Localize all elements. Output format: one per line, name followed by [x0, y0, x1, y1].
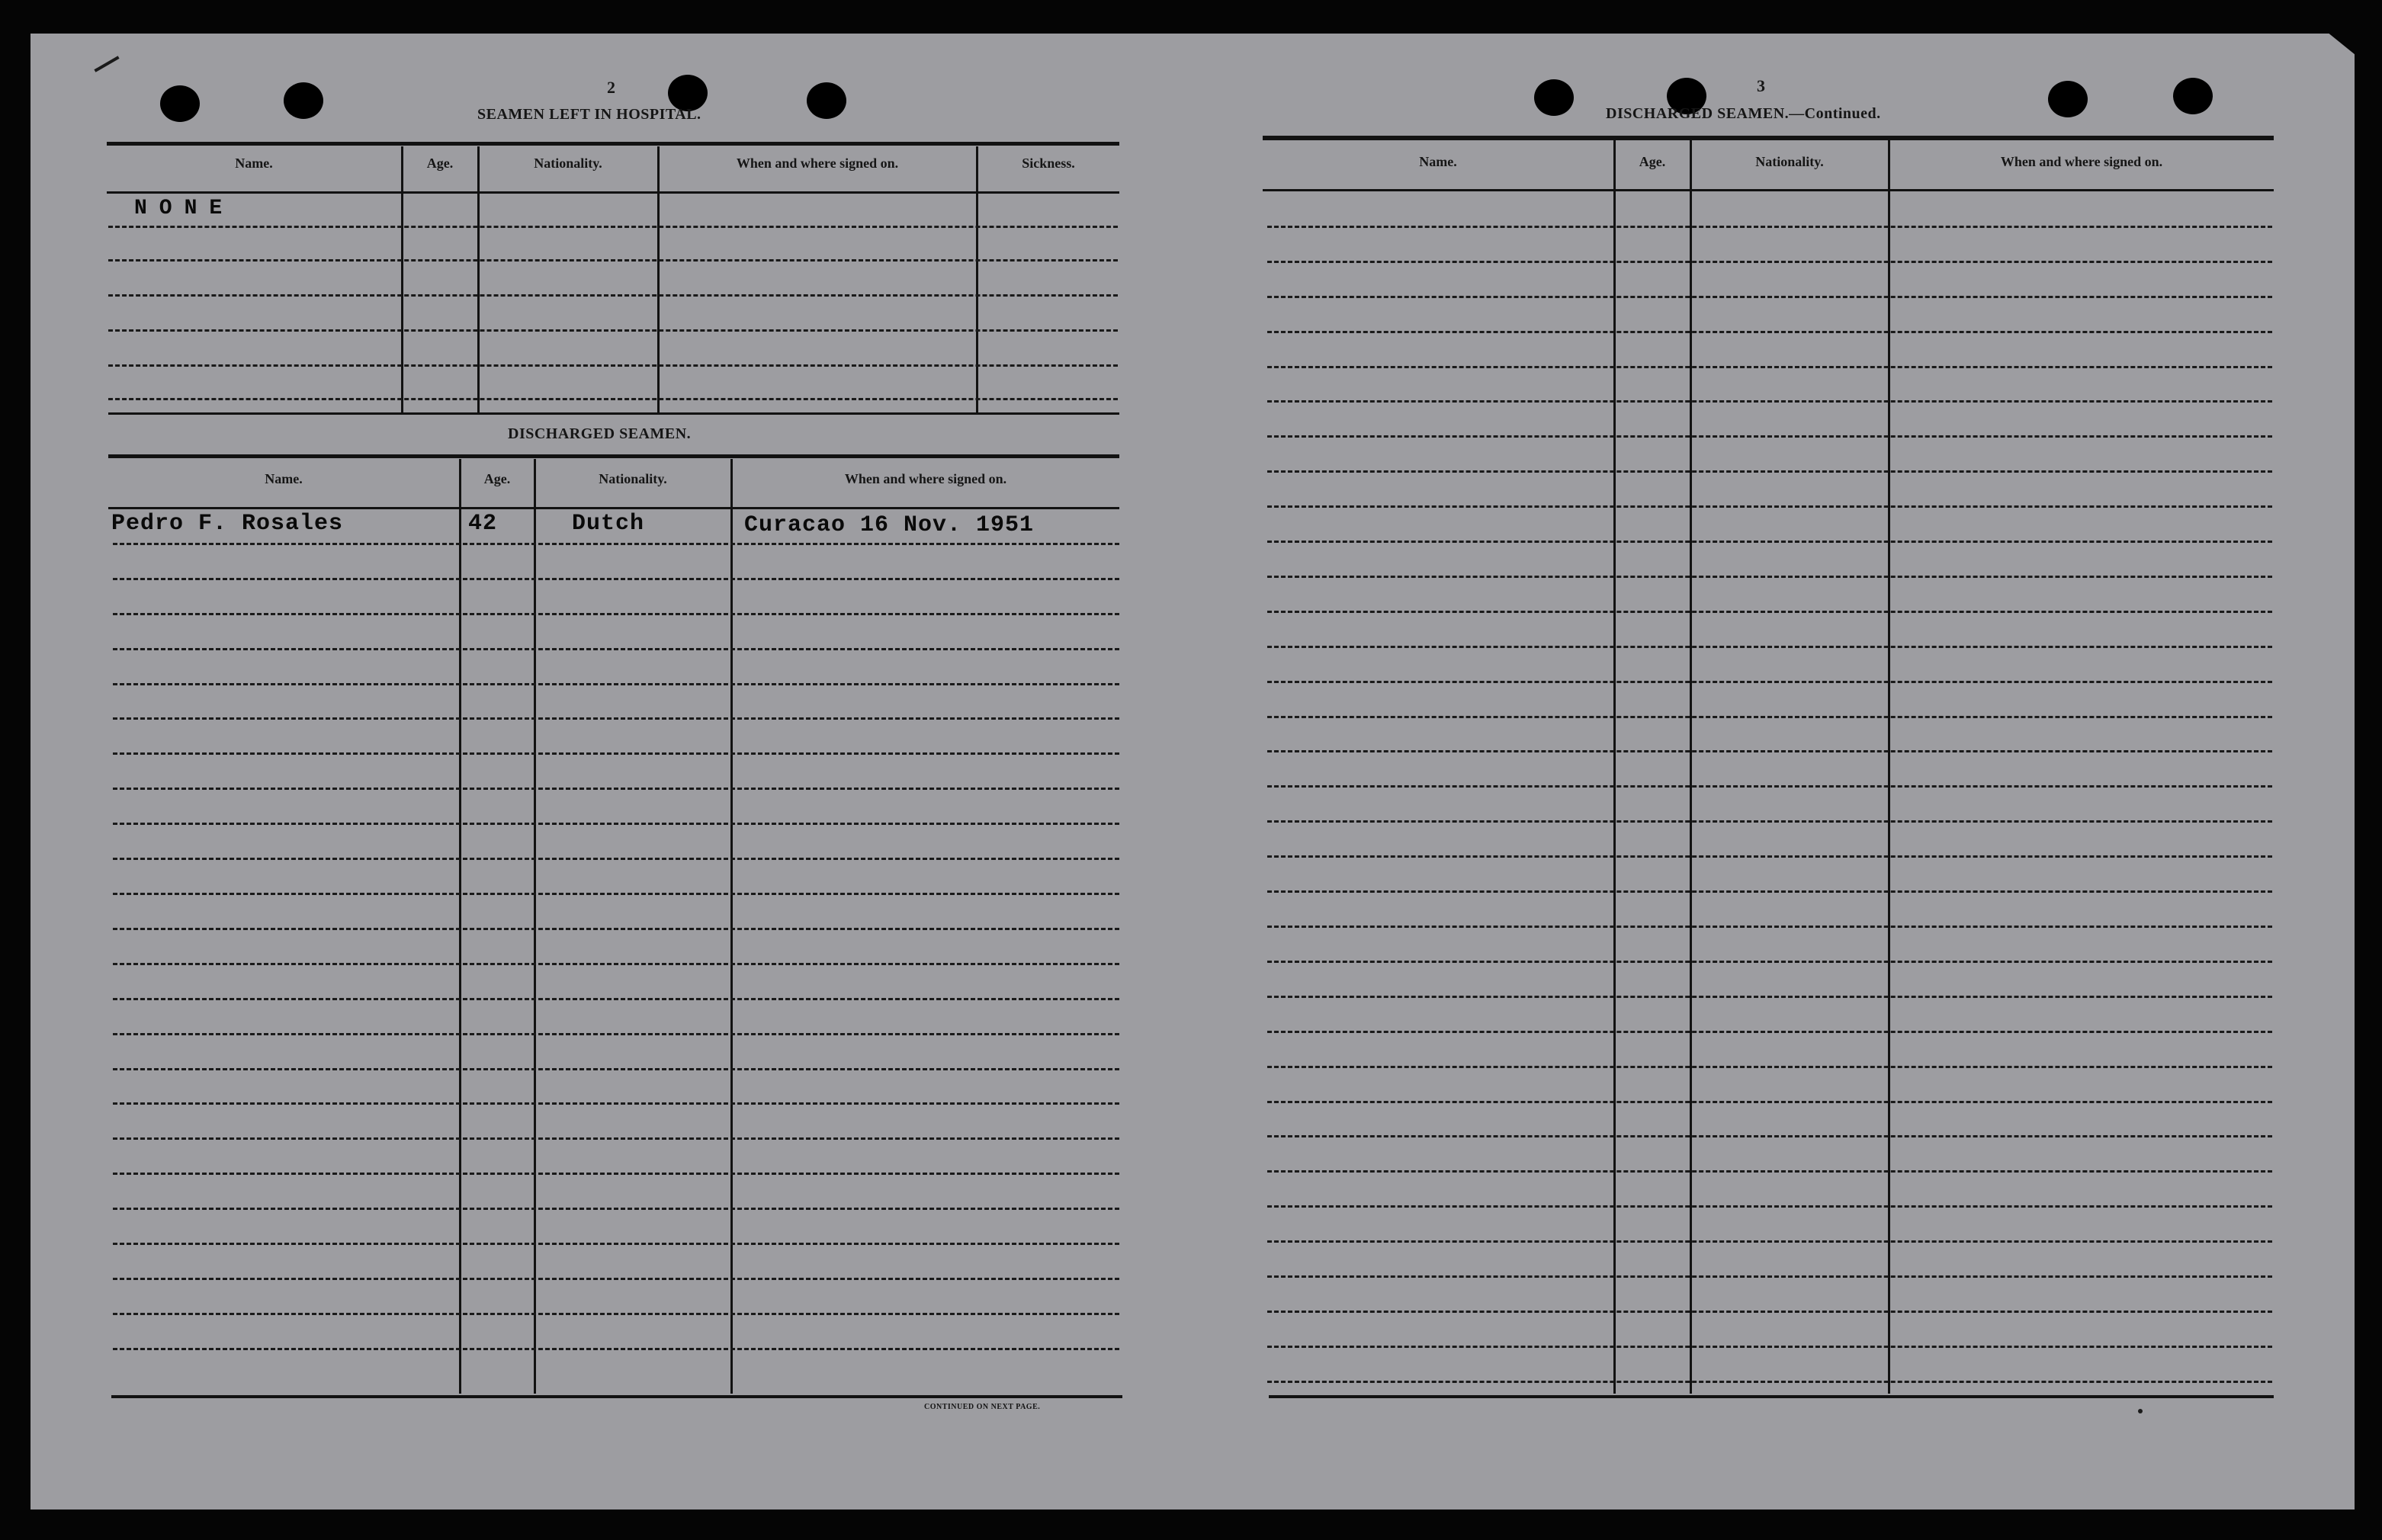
form-row-line	[1267, 1346, 2272, 1348]
punch-hole	[1534, 79, 1574, 116]
form-row-line	[113, 683, 1119, 685]
form-row-line	[113, 998, 1119, 1000]
form-row-line	[1267, 681, 2272, 683]
form-row-line	[113, 893, 1119, 895]
form-row-line	[1267, 716, 2272, 718]
form-row-line	[1267, 996, 2272, 998]
punch-hole	[2173, 78, 2213, 114]
form-row-line	[113, 963, 1119, 965]
seaman-name: Pedro F. Rosales	[111, 511, 344, 537]
hospital-row-line	[108, 364, 1118, 367]
form-row-line	[1267, 470, 2272, 473]
form-row-line	[113, 1278, 1119, 1280]
form-row-line	[1267, 785, 2272, 788]
form-row-line	[1267, 1311, 2272, 1313]
form-row-line	[1267, 961, 2272, 963]
stray-mark	[2138, 1409, 2143, 1413]
right-header-signed-on: When and where signed on.	[2000, 154, 2163, 169]
hospital-header-name: Name.	[235, 156, 273, 171]
form-row-line	[1267, 541, 2272, 543]
hospital-top-rule	[107, 142, 1119, 146]
discharged-continued-title: DISCHARGED SEAMEN.—Continued.	[1606, 105, 1881, 122]
form-row-line	[1267, 855, 2272, 858]
form-row-line	[1267, 1381, 2272, 1383]
discharged-top-rule	[108, 454, 1119, 458]
form-row-line	[113, 928, 1119, 930]
discharged-col-divider	[730, 459, 733, 1394]
form-row-line	[113, 1137, 1119, 1140]
right-header-age: Age.	[1639, 154, 1666, 169]
continued-note: CONTINUED ON NEXT PAGE.	[924, 1403, 1041, 1411]
discharged-header-rule	[108, 507, 1119, 509]
form-row-line	[1267, 890, 2272, 893]
hospital-row-line	[108, 294, 1118, 297]
form-row-line	[1267, 611, 2272, 613]
hospital-col-divider	[401, 146, 403, 413]
form-row-line	[113, 648, 1119, 650]
form-row-line	[113, 858, 1119, 860]
form-row-line	[113, 1033, 1119, 1035]
hospital-row-line	[108, 226, 1118, 228]
seaman-signed-on: Curacao 16 Nov. 1951	[744, 512, 1035, 538]
form-row-line	[1267, 366, 2272, 368]
form-row-line	[1267, 331, 2272, 333]
form-row-line	[1267, 505, 2272, 508]
form-row-line	[1267, 1031, 2272, 1033]
form-row-line	[1267, 1240, 2272, 1243]
page-number-left: 2	[607, 78, 615, 97]
seaman-age: 42	[468, 511, 498, 537]
hospital-bottom-rule	[108, 412, 1119, 415]
discharged-header-name: Name.	[265, 471, 303, 486]
hospital-header-signed-on: When and where signed on.	[736, 156, 899, 171]
form-row-line	[113, 543, 1119, 545]
form-row-line	[1267, 296, 2272, 298]
punch-hole	[807, 82, 846, 119]
hospital-entry-none: NONE	[134, 197, 235, 220]
form-row-line	[113, 1348, 1119, 1350]
discharged-col-divider	[534, 459, 536, 1394]
form-row-line	[1267, 1101, 2272, 1103]
form-row-line	[113, 788, 1119, 790]
right-header-name: Name.	[1419, 154, 1457, 169]
form-row-line	[113, 1243, 1119, 1245]
form-row-line	[1267, 261, 2272, 263]
punch-hole	[284, 82, 323, 119]
form-row-line	[113, 1313, 1119, 1315]
hospital-section-title: SEAMEN LEFT IN HOSPITAL.	[477, 106, 701, 123]
form-row-line	[1267, 750, 2272, 752]
hospital-col-divider	[657, 146, 660, 413]
discharged-header-nationality: Nationality.	[599, 471, 667, 486]
hospital-col-divider	[976, 146, 978, 413]
form-row-line	[1267, 820, 2272, 823]
form-row-line	[1267, 1275, 2272, 1278]
form-row-line	[1267, 1066, 2272, 1068]
right-header-rule	[1263, 189, 2274, 191]
hospital-header-nationality: Nationality.	[534, 156, 602, 171]
form-row-line	[113, 1102, 1119, 1105]
form-row-line	[113, 1173, 1119, 1175]
discharged-header-age: Age.	[483, 471, 511, 486]
form-row-line	[1267, 576, 2272, 578]
punch-hole	[160, 85, 200, 122]
form-row-line	[113, 1068, 1119, 1070]
hospital-row-line	[108, 329, 1118, 332]
seaman-nationality: Dutch	[572, 511, 645, 537]
right-bottom-rule	[1269, 1395, 2274, 1398]
form-row-line	[1267, 226, 2272, 228]
hospital-col-divider	[477, 146, 480, 413]
form-row-line	[113, 1208, 1119, 1210]
discharged-section-title: DISCHARGED SEAMEN.	[508, 425, 692, 442]
form-row-line	[1267, 435, 2272, 438]
hospital-row-line	[108, 259, 1118, 261]
punch-hole	[2048, 81, 2088, 117]
page-number-right: 3	[1757, 76, 1765, 95]
hospital-header-sickness: Sickness.	[1022, 156, 1075, 171]
form-row-line	[1267, 1170, 2272, 1173]
form-row-line	[1267, 1205, 2272, 1208]
document-sheet	[30, 34, 2355, 1510]
form-row-line	[113, 823, 1119, 825]
discharged-col-divider	[459, 459, 461, 1394]
form-row-line	[1267, 646, 2272, 648]
discharged-header-signed-on: When and where signed on.	[844, 471, 1007, 486]
form-row-line	[1267, 400, 2272, 403]
form-row-line	[1267, 1135, 2272, 1137]
form-row-line	[113, 578, 1119, 580]
form-row-line	[113, 613, 1119, 615]
hospital-row-line	[108, 398, 1118, 400]
form-row-line	[113, 717, 1119, 720]
hospital-header-age: Age.	[426, 156, 454, 171]
right-top-rule	[1263, 136, 2274, 140]
form-row-line	[1267, 926, 2272, 928]
form-row-line	[113, 752, 1119, 755]
discharged-bottom-rule	[111, 1395, 1122, 1398]
right-header-nationality: Nationality.	[1755, 154, 1824, 169]
hospital-header-rule	[107, 191, 1119, 194]
